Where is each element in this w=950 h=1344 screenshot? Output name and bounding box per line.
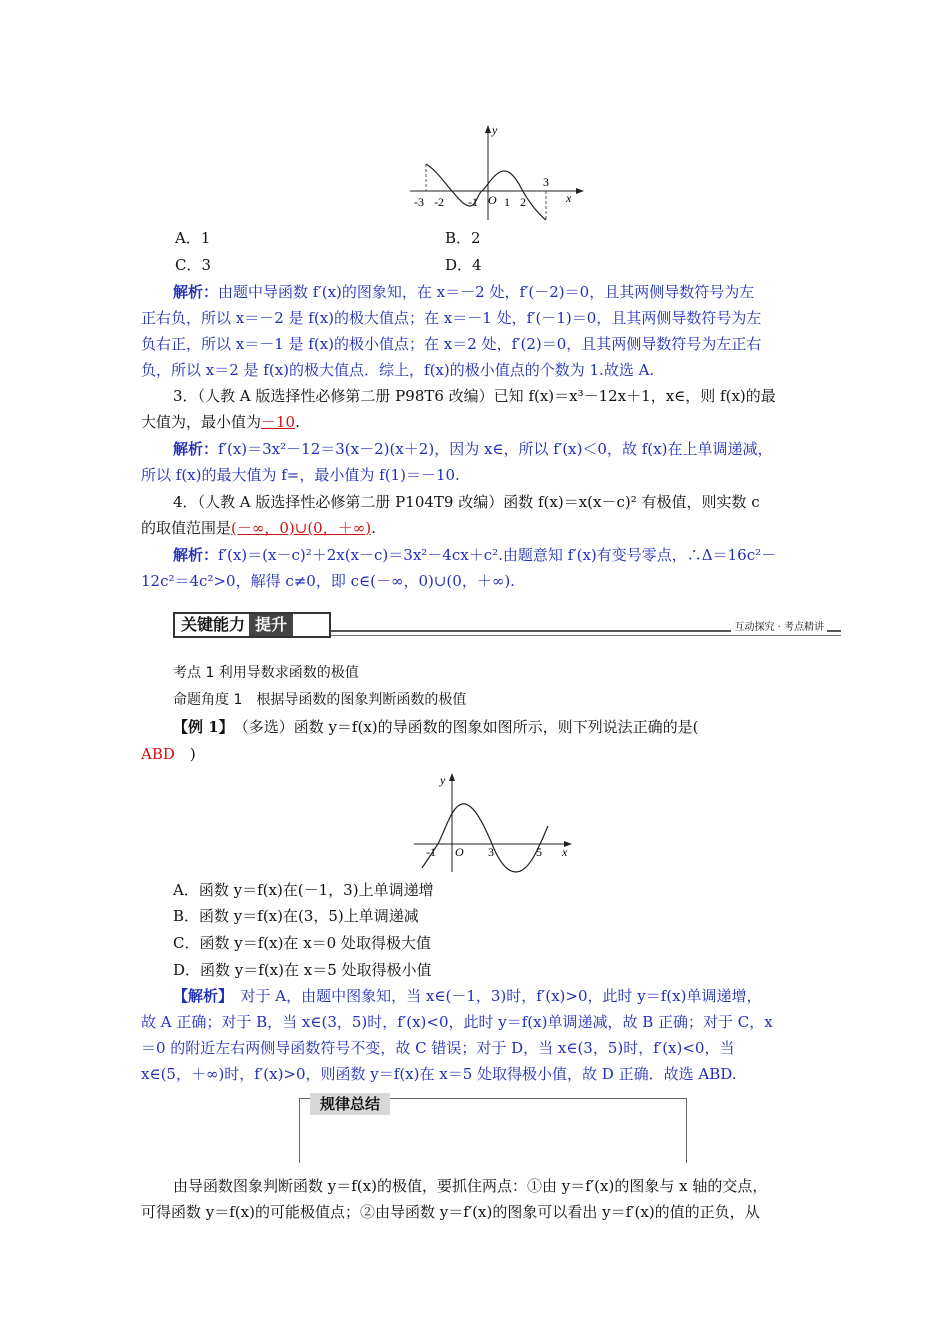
jiaodu-heading: 命题角度 1 根据导函数的图象判断函数的极值 (173, 692, 467, 708)
solution-example-line4: x∈(5，＋∞)时，f′(x)>0，则函数 y＝f(x)在 x＝5 处取得极小值，故 D 正确．故选 ABD. (141, 1065, 737, 1083)
answer-q3: －10 (261, 413, 296, 431)
solution-q2-line4: 负，所以 x＝2 是 f(x)的极大值点．综上，f(x)的极小值点的个数为 1.故选 A. (141, 361, 655, 379)
graph2-tick: -1 (426, 845, 436, 859)
graph2-tick: 3 (488, 845, 494, 859)
question-3-line1: 3．（人教 A 版选择性必修第二册 P98T6 改编）已知 f(x)＝x³－12x＋1，x∈，则 f(x)的最 (173, 387, 776, 405)
example-option-b: B．函数 y＝f(x)在(3，5)上单调递减 (173, 907, 419, 925)
graph1-tick: 3 (543, 175, 549, 189)
answer-example-1: ABD (141, 745, 175, 763)
derivative-graph-1 (408, 120, 588, 225)
solution-q2-line1: 解析：由题中导函数 f′(x)的图象知，在 x＝－2 处，f′(－2)＝0，且其两侧导数符号为左 (173, 283, 755, 301)
graph1-tick: 1 (504, 195, 510, 209)
solution-q4-line2: 12c²＝4c²>0，解得 c≠0，即 c∈(－∞，0)∪(0，＋∞). (141, 572, 515, 590)
graph1-x-label: x (566, 191, 572, 205)
graph2-y-label: y (440, 773, 446, 787)
solution-example-line1: 【解析】 对于 A，由题中图象知，当 x∈(－1，3)时，f′(x)>0，此时 y＝f(x)单调递增， (173, 987, 762, 1005)
solution-q4-line1: 解析：f′(x)＝(x－c)²＋2x(x－c)＝3x²－4cx＋c².由题意知 f′(x)有变号零点，∴Δ＝16c²－ (173, 546, 777, 564)
question-4-line2: 的取值范围是(－∞，0)∪(0，＋∞). (141, 519, 376, 537)
example-option-a: A．函数 y＝f(x)在(－1，3)上单调递增 (173, 881, 434, 899)
example-option-c: C．函数 y＝f(x)在 x＝0 处取得极大值 (173, 934, 431, 952)
solution-q2-line2: 正右负，所以 x＝－2 是 f(x)的极大值点；在 x＝－1 处，f′(－1)＝0，且其两侧导数符号为左 (141, 309, 762, 327)
graph2-x-label: x (562, 845, 568, 859)
solution-example-line2: 故 A 正确；对于 B，当 x∈(3，5)时，f′(x)<0，此时 y＝f(x)单调递减，故 B 正确；对于 C，x (141, 1013, 773, 1031)
graph2-origin: O (455, 845, 464, 859)
solution-example-line3: ＝0 的附近左右两侧导函数符号不变，故 C 错误；对于 D，当 x∈(3，5)时，f′(x)<0，当 (141, 1039, 735, 1057)
summary-line2: 可得函数 y＝f(x)的可能极值点；②由导函数 y＝f′(x)的图象可以看出 y＝f′(x)的值的正负，从 (141, 1203, 760, 1221)
example-1-answer-line: ABD ) (141, 745, 196, 763)
banner-subtitle: 互动探究 · 考点精讲 (731, 618, 827, 633)
example-1-stem: 【例 1】 （多选）函数 y＝f(x)的导函数的图象如图所示，则下列说法正确的是( (173, 718, 699, 736)
solution-q3-line2: 所以 f(x)的最大值为 f=，最小值为 f(1)＝－10. (141, 466, 460, 484)
option-b: B．2 (445, 229, 481, 247)
graph1-tick: -1 (468, 195, 478, 209)
example-option-d: D．函数 y＝f(x)在 x＝5 处取得极小值 (173, 961, 432, 979)
question-4-line1: 4．（人教 A 版选择性必修第二册 P104T9 改编）函数 f(x)＝x(x－c)² 有极值，则实数 c (173, 493, 760, 511)
option-a: A．1 (175, 229, 211, 247)
graph2-tick: 5 (536, 845, 542, 859)
answer-q4: (－∞，0)∪(0，＋∞) (231, 519, 372, 537)
graph1-y-label: y (492, 123, 498, 137)
solution-q3-line1: 解析：f′(x)＝3x²－12＝3(x－2)(x＋2)，因为 x∈，所以 f′(x)＜0，故 f(x)在上单调递减， (173, 440, 773, 458)
rule-summary-title: 规律总结 (310, 1093, 390, 1115)
derivative-graph-2 (412, 768, 577, 873)
rule-summary-box (299, 1095, 687, 1163)
graph1-origin: O (488, 193, 497, 207)
option-c: C．3 (175, 256, 212, 274)
section-banner (173, 610, 841, 640)
summary-line1: 由导函数图象判断函数 y＝f(x)的极值，要抓住两点：①由 y＝f′(x)的图象与 x 轴的交点， (173, 1177, 768, 1195)
kaodian-heading: 考点 1 利用导数求函数的极值 (173, 665, 359, 681)
question-3-line2: 大值为，最小值为－10. (141, 413, 300, 431)
banner-tag: 关键能力 提升 (173, 612, 331, 638)
graph1-tick: -3 (414, 195, 424, 209)
graph1-tick: 2 (520, 195, 526, 209)
option-d: D．4 (445, 256, 482, 274)
solution-q2-line3: 负右正，所以 x＝－1 是 f(x)的极小值点；在 x＝2 处，f′(2)＝0，且其两侧导数符号为左正右 (141, 335, 762, 353)
graph1-tick: -2 (434, 195, 444, 209)
